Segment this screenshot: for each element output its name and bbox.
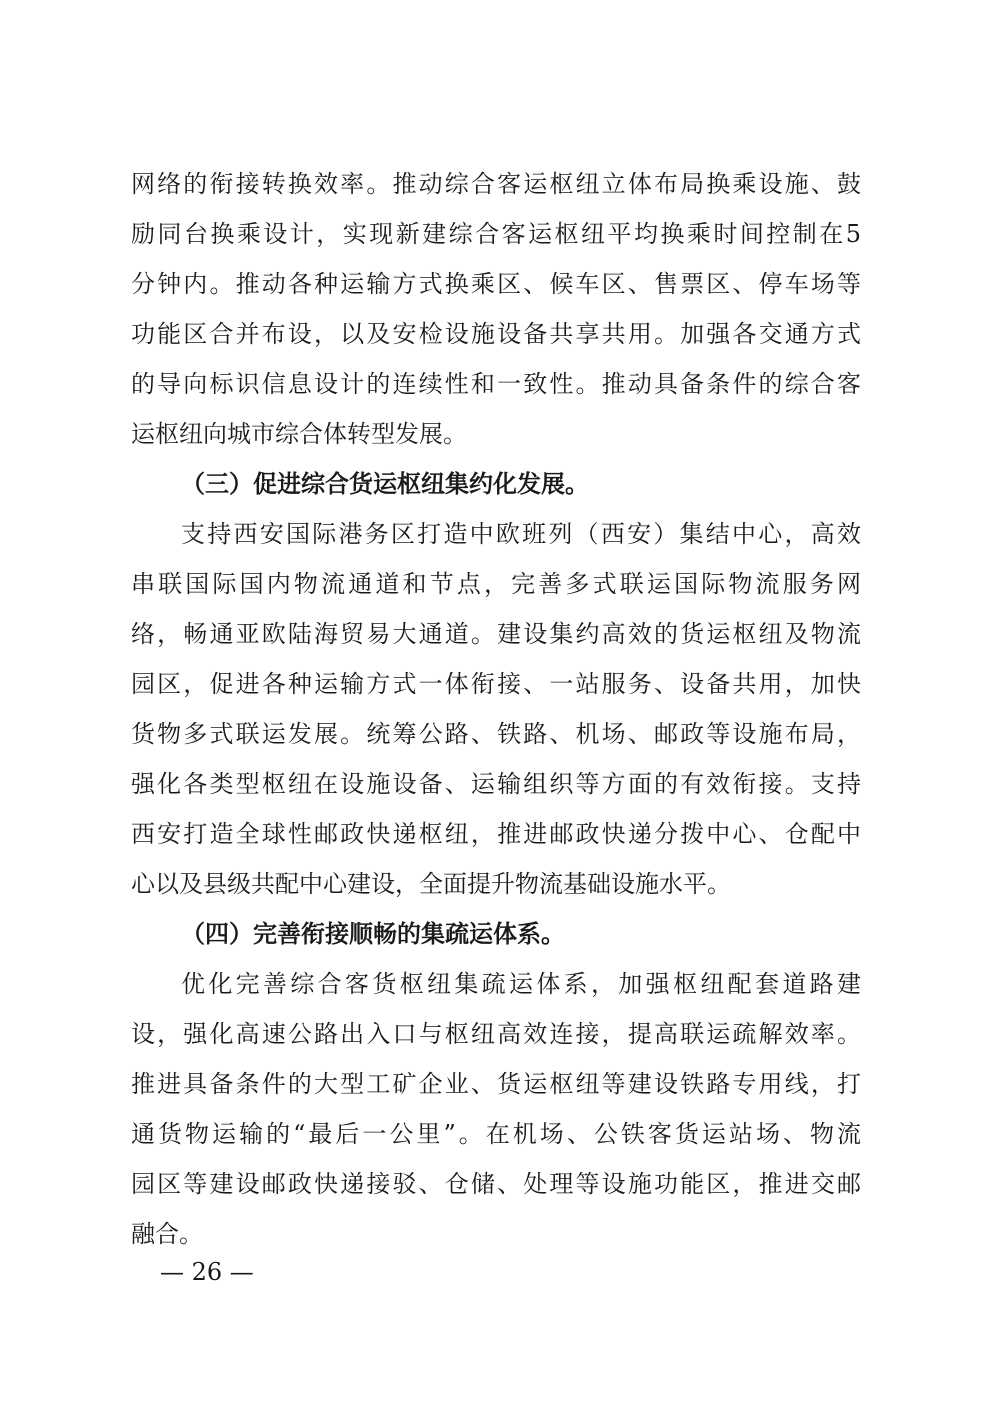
text-line: 西安打造全球性邮政快递枢纽，推进邮政快递分拨中心、仓配中 [131,820,861,848]
text-line: 强化各类型枢纽在设施设备、运输组织等方面的有效衔接。支持 [131,770,861,798]
text-line: 优化完善综合客货枢纽集疏运体系，加强枢纽配套道路建 [181,970,861,998]
text-line: 络，畅通亚欧陆海贸易大通道。建设集约高效的货运枢纽及物流 [131,620,861,648]
text-line: 网络的衔接转换效率。推动综合客运枢纽立体布局换乘设施、鼓 [131,170,861,198]
text-line: 串联国际国内物流通道和节点，完善多式联运国际物流服务网 [131,570,861,598]
text-line: 运枢纽向城市综合体转型发展。 [131,420,467,448]
text-line: 融合。 [131,1220,203,1248]
text-line: 的导向标识信息设计的连续性和一致性。推动具备条件的综合客 [131,370,861,398]
text-line: 功能区合并布设，以及安检设施设备共享共用。加强各交通方式 [131,320,861,348]
text-line: 支持西安国际港务区打造中欧班列（西安）集结中心，高效 [181,520,861,548]
text-line: 设，强化高速公路出入口与枢纽高效连接，提高联运疏解效率。 [131,1020,861,1048]
text-line: 分钟内。推动各种运输方式换乘区、候车区、售票区、停车场等 [131,270,861,298]
text-line: 励同台换乘设计，实现新建综合客运枢纽平均换乘时间控制在5 [131,220,861,248]
text-line: 园区，促进各种运输方式一体衔接、一站服务、设备共用，加快 [131,670,861,698]
section-heading-4: （四）完善衔接顺畅的集疏运体系。 [181,919,565,948]
text-line: 货物多式联运发展。统筹公路、铁路、机场、邮政等设施布局， [131,720,861,748]
text-line: 推进具备条件的大型工矿企业、货运枢纽等建设铁路专用线，打 [131,1070,861,1098]
page-number: — 26 — [160,1258,254,1286]
section-heading-3: （三）促进综合货运枢纽集约化发展。 [181,469,589,498]
text-line: 心以及县级共配中心建设，全面提升物流基础设施水平。 [131,870,731,898]
text-line: 园区等建设邮政快递接驳、仓储、处理等设施功能区，推进交邮 [131,1170,861,1198]
text-line: 通货物运输的“最后一公里”。在机场、公铁客货运站场、物流 [131,1120,861,1148]
